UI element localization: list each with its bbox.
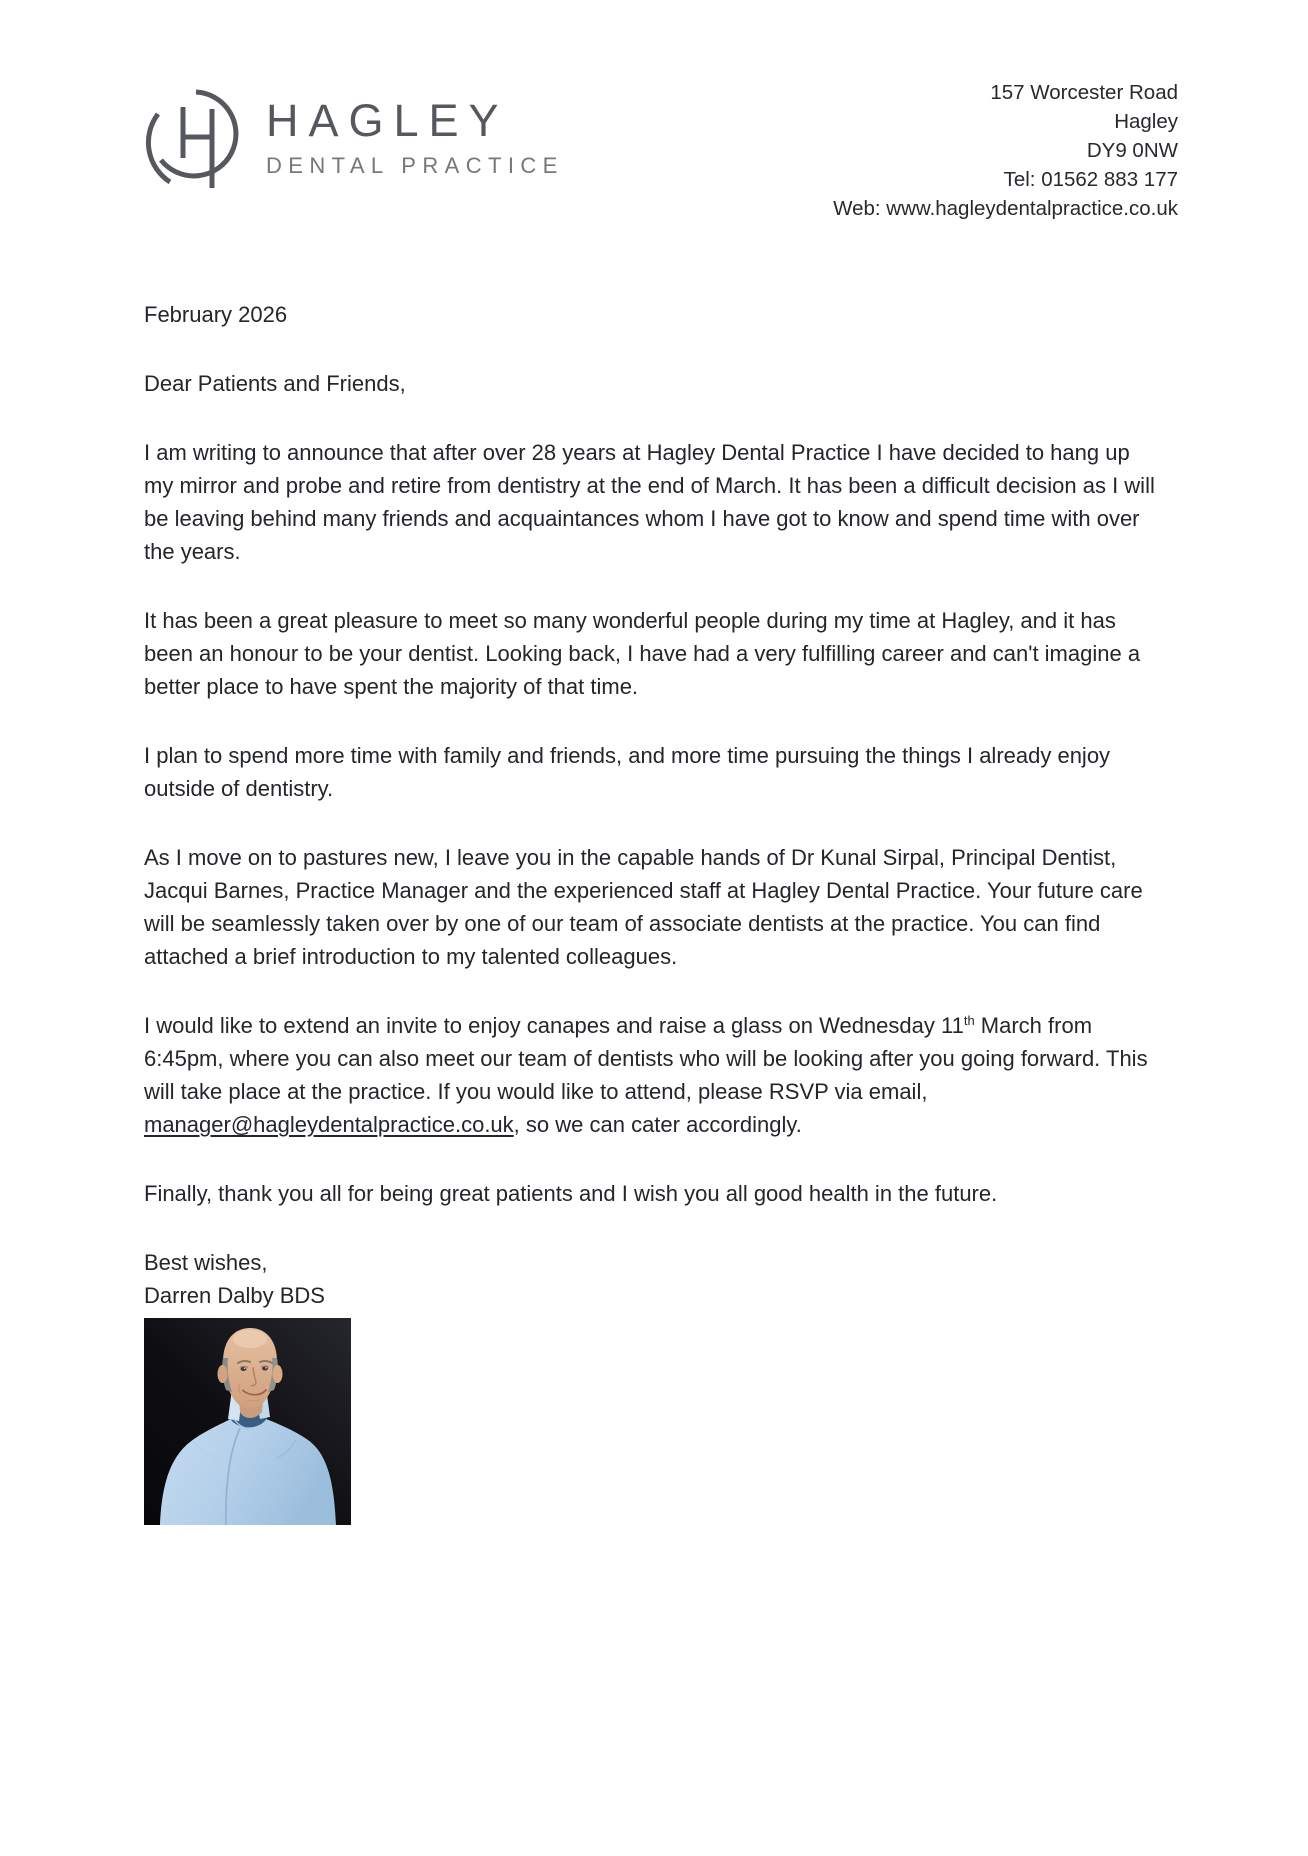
paragraph-text: , so we can cater accordingly. xyxy=(513,1112,802,1137)
paragraph-text: March from 6:45pm, where you can also meet our team of dentists who will be looking after you going forward. This will take place at the practice. If you would like to attend, please RSVP via email, xyxy=(144,1013,1148,1104)
letter-date: February 2026 xyxy=(144,302,288,327)
paragraph-text: Finally, thank you all for being great patients and I wish you all good health in the future. xyxy=(144,1181,998,1206)
practice-address xyxy=(833,78,1178,223)
letter-paragraph xyxy=(144,739,1158,805)
address-line: Hagley xyxy=(1114,110,1178,133)
address-line: DY9 0NW xyxy=(1086,139,1178,162)
letter-paragraph xyxy=(144,604,1158,703)
salutation: Dear Patients and Friends, xyxy=(144,371,406,396)
email-link[interactable]: manager@hagleydentalpractice.co.uk xyxy=(144,1112,514,1137)
letter-paragraph xyxy=(144,841,1158,973)
brand-subtitle: DENTAL PRACTICE xyxy=(266,153,564,178)
letter-paragraph xyxy=(144,1009,1158,1141)
address-line: Tel: 01562 883 177 xyxy=(1003,168,1178,191)
ordinal-superscript: th xyxy=(963,1013,975,1028)
address-line: Web: www.hagleydentalpractice.co.uk xyxy=(833,197,1178,220)
letter-paragraph xyxy=(144,1177,1158,1210)
brand-wordmark xyxy=(266,88,564,177)
signature-name: Darren Dalby BDS xyxy=(144,1283,325,1308)
paragraph-text: I plan to spend more time with family and friends, and more time pursuing the things I already enjoy outside of dentistry. xyxy=(144,743,1111,801)
paragraph-text: As I move on to pastures new, I leave you in the capable hands of Dr Kunal Sirpal, Principal Dentist, Jacqui Barnes, Practice Manager and the experienced staff at Hagley Dental Practice. Your future care will be seamlessly taken over by one of our team of associate dentists at the practice. You can find attached a brief introduction to my talented colleagues. xyxy=(144,845,1143,969)
letter-paragraphs xyxy=(144,436,1158,1210)
practice-logo xyxy=(144,88,564,192)
letterhead xyxy=(144,78,1178,220)
h-monogram-circle-icon xyxy=(144,88,240,192)
brand-name: HAGLEY xyxy=(266,95,509,146)
address-line: 157 Worcester Road xyxy=(990,81,1178,104)
paragraph-text: I am writing to announce that after over 28 years at Hagley Dental Practice I have decided to hang up my mirror and probe and retire from dentistry at the end of March. It has been a difficult decision as I will be leaving behind many friends and acquaintances whom I have got to know and spend time with over the years. xyxy=(144,440,1155,564)
letter-body-container xyxy=(144,298,1158,1525)
letter-paragraph xyxy=(144,436,1158,568)
paragraph-text: I would like to extend an invite to enjoy canapes and raise a glass on Wednesday 11 xyxy=(144,1013,964,1038)
paragraph-text: It has been a great pleasure to meet so many wonderful people during my time at Hagley, and it has been an honour to be your dentist. Looking back, I have had a very fulfilling career and can't imagine a better place to have spent the majority of that time. xyxy=(144,608,1141,699)
signature-photo xyxy=(144,1318,351,1525)
closing: Best wishes, xyxy=(144,1250,268,1275)
closing-block xyxy=(144,1246,1158,1312)
